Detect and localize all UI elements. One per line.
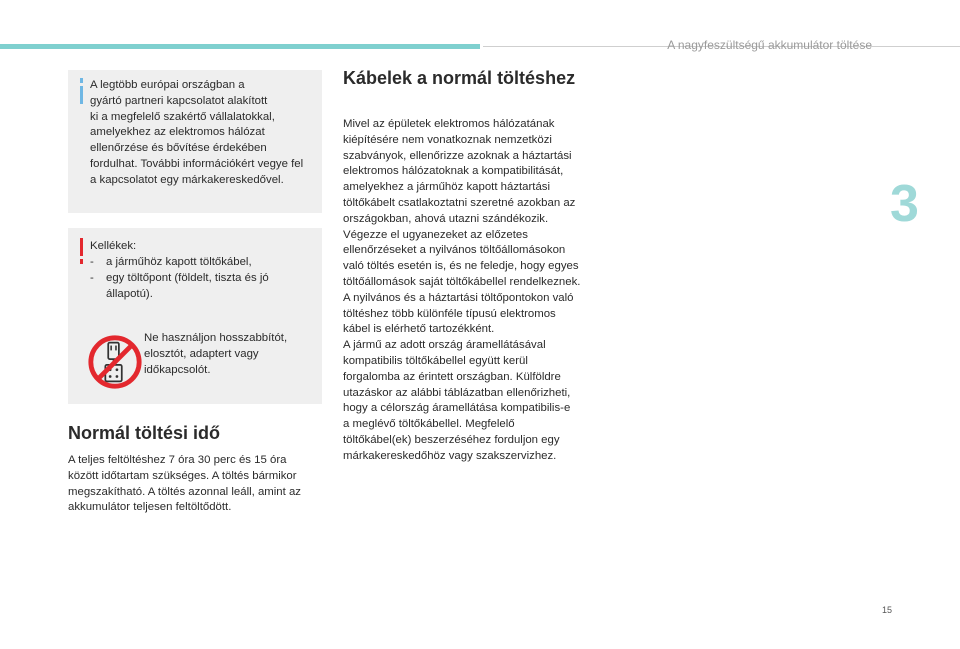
page-number: 15	[882, 605, 893, 615]
chapter-number: 3	[890, 175, 919, 233]
section-title: A nagyfeszültségű akkumulátor töltése	[667, 38, 872, 52]
no-extension-cord-icon	[86, 333, 144, 391]
normal-charge-time-text: A teljes feltöltéshez 7 óra 30 perc és 15 óra között időtartam szükséges. A töltés bármikor megszakítható. A töltés azonnal leáll, amint az akkumulátor teljesen feltöltődött.	[68, 454, 302, 514]
list-item: - egy töltőpont (földelt, tiszta és jó állapotú).	[90, 271, 269, 300]
info-text: A legtöbb európai országban a gyártó partneri kapcsolatot alakított ki a megfelelő szakértő vállalatokkal, amelyekhez az elektromos hálózat ellenőrzése és bővítése érdekében fordulhat. További információkért vegye fel a kapcsolatot egy márkakereskedővel.	[90, 79, 304, 186]
warning-note: Ne használjon hosszabbítót, elosztót, adaptert vagy időkapcsolót.	[144, 332, 288, 376]
warning-icon	[76, 238, 88, 264]
warning-intro: Kellékek:	[90, 240, 137, 252]
normal-charge-time-heading: Normál töltési idő	[68, 423, 221, 443]
warning-box	[68, 228, 322, 404]
list-item: - a járműhöz kapott töltőkábel,	[90, 256, 252, 268]
cables-heading: Kábelek a normál töltéshez	[343, 68, 576, 88]
info-box	[68, 70, 322, 213]
info-icon	[76, 78, 88, 104]
header-accent-bar	[0, 44, 480, 49]
requirements-list	[90, 255, 318, 302]
cables-text: Mivel az épületek elektromos hálózatának kiépítésére nem vonatkoznak nemzetközi szabványok, ellenőrizze azoknak a háztartási elektromos hálózatoknak a kompatibilitását, amelyekhez a járműhöz kapott háztartási töltőkábelt csatlakoztatni szeretné azokban az országokban, ahová utazni szándékozik. Végezze el ugyanezeket az előzetes ellenőrzéseket a nyilvános töltőállomásokon való töltés esetén is, és ne feledje, hogy egyes töltőállomások saját töltőkábellel rendelkeznek. A nyilvános és a háztartási töltőpontokon való töltéshez több különféle típusú elektromos kábel is elérhető tartozékként. A jármű az adott ország áramellátásával kompatibilis töltőkábellel együtt kerül forgalomba az érintett országban. Külföldre utazáskor az alábbi táblázatban ellenőrizheti, hogy a célország áramellátása kompatibilis-e a meglévő töltőkábellel. Megfelelő töltőkábel(ek) beszerzéséhez forduljon egy márkakereskedőhöz vagy szakszervizhez.	[343, 118, 581, 462]
